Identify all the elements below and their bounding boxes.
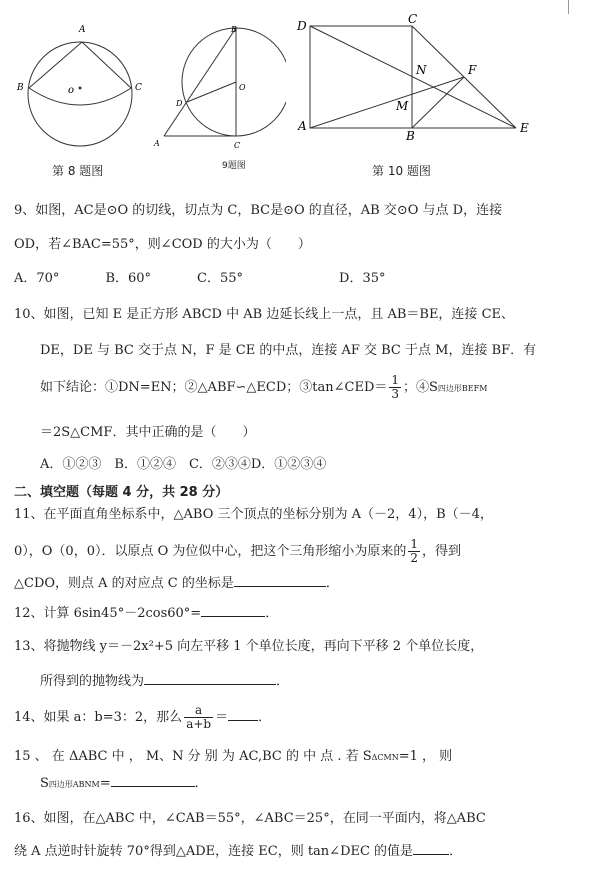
q9-option-c: C．55° bbox=[197, 271, 244, 286]
fig10-af bbox=[310, 77, 464, 128]
q10-frac-den: 3 bbox=[391, 387, 400, 401]
fig9-od bbox=[187, 82, 236, 102]
fig10-bf bbox=[412, 77, 464, 128]
q13-line2-text: 所得到的抛物线为 bbox=[40, 674, 145, 689]
figure-9 bbox=[150, 20, 286, 160]
q15-answer-blank[interactable] bbox=[111, 774, 195, 787]
q12-end: ． bbox=[265, 606, 279, 621]
q11-line3 bbox=[14, 574, 339, 593]
section-2-heading: 二、填空题（每题 4 分，共 28 分） bbox=[14, 485, 229, 500]
q11-line2-text: 0），O（0，0）．以原点 O 为位似中心，把这个三角形缩小为原来的 bbox=[14, 544, 407, 559]
q10-frac-num: 1 bbox=[391, 373, 400, 387]
q14-line bbox=[14, 704, 271, 731]
q13-line2 bbox=[40, 672, 289, 691]
fig8-label-a: A bbox=[79, 25, 86, 35]
q12-answer-blank[interactable] bbox=[201, 604, 265, 617]
q14-frac-num: a bbox=[184, 704, 213, 718]
q16-line2-end: ． bbox=[449, 844, 463, 859]
q10-line4: ＝2S△CMF．其中正确的是（ ） bbox=[40, 425, 256, 440]
figure-10 bbox=[292, 14, 542, 142]
fig9-label-o: O bbox=[239, 83, 246, 92]
q15-line1-sub: ΔCMN bbox=[371, 753, 399, 762]
fig8-label-c: C bbox=[135, 83, 142, 93]
q10-line1: 10、如图，已知 E 是正方形 ABCD 中 AB 边延长线上一点，且 AB＝BE，连接 CE、 bbox=[14, 307, 515, 322]
q9-line2: OD，若∠BAC=55°，则∠COD 的大小为（ ） bbox=[14, 237, 311, 252]
q13-answer-blank[interactable] bbox=[144, 672, 276, 685]
fig8-label-b: B bbox=[17, 83, 24, 93]
fig10-label-e: E bbox=[520, 121, 529, 135]
fig9-label-d: D bbox=[176, 99, 183, 108]
q9-option-a: A．70° bbox=[14, 271, 60, 286]
q11-line2-text-b: ，得到 bbox=[422, 544, 462, 559]
q16-line2 bbox=[14, 842, 462, 861]
q11-line3-end: ． bbox=[325, 576, 339, 591]
q16-line1: 16、如图，在△ABC 中，∠CAB＝55°，∠ABC＝25°，在同一平面内，将△ABC bbox=[14, 811, 486, 826]
q15-line1-text: 15 、 在 ΔABC 中 ， M、N 分 别 为 AC,BC 的 中 点 . 若 S bbox=[14, 749, 372, 764]
q15-line2-end: = bbox=[99, 776, 111, 791]
q14-fraction bbox=[184, 704, 213, 731]
q15-line2 bbox=[40, 774, 208, 794]
q11-line3-text: △CDO，则点 A 的对应点 C 的坐标是 bbox=[14, 576, 234, 591]
q15-line2-sub: 四边形ABNM bbox=[48, 780, 100, 789]
q12-line bbox=[14, 604, 278, 623]
fig10-label-c: C bbox=[408, 14, 418, 26]
fig9-label-b: B bbox=[231, 25, 237, 34]
fig9-label-c: C bbox=[234, 141, 241, 150]
fig10-label-a: A bbox=[298, 119, 307, 133]
fig9-ab bbox=[164, 28, 236, 136]
fig8-caption: 第 8 题图 bbox=[52, 164, 104, 178]
q16-line2-text: 绕 A 点逆时针旋转 70°得到△ADE，连接 EC，则 tan∠DEC 的值是 bbox=[14, 844, 414, 859]
q10-fraction bbox=[389, 374, 401, 401]
fig10-caption: 第 10 题图 bbox=[372, 164, 431, 178]
fig8-circle bbox=[28, 42, 132, 146]
q11-fraction bbox=[408, 538, 420, 565]
q15-line1 bbox=[14, 748, 452, 767]
fig9-circle bbox=[182, 28, 286, 136]
q10-line2: DE，DE 与 BC 交于点 N，F 是 CE 的中点，连接 AF 交 BC 于点 M，连接 BF．有 bbox=[40, 343, 537, 358]
fig8-arc bbox=[29, 88, 131, 105]
q9-option-d: D．35° bbox=[339, 271, 386, 286]
q13-line2-end: ． bbox=[276, 674, 290, 689]
fig10-label-f: F bbox=[468, 63, 477, 77]
q14-text: 14、如果 a：b=3：2，那么 bbox=[14, 710, 183, 725]
q11-frac-den: 2 bbox=[410, 551, 419, 565]
q11-frac-num: 1 bbox=[410, 537, 419, 551]
q9-options bbox=[14, 270, 432, 288]
q10-options: A．①②③ B．①②④ C．②③④D．①②③④ bbox=[40, 457, 327, 472]
fig10-de bbox=[310, 26, 516, 128]
q14-answer-blank[interactable] bbox=[228, 708, 258, 721]
q16-answer-blank[interactable] bbox=[413, 842, 449, 855]
q9-line1: 9、如图，AC是⊙O 的切线，切点为 C，BC是⊙O 的直径，AB 交⊙O 与点 D，连接 bbox=[14, 203, 503, 218]
page-corner-mark bbox=[568, 0, 583, 14]
q11-answer-blank[interactable] bbox=[234, 574, 326, 587]
fig10-label-m: M bbox=[396, 99, 409, 113]
q11-line2 bbox=[14, 538, 461, 565]
q14-tail: ． bbox=[258, 710, 272, 725]
q15-line2-text: S bbox=[40, 776, 49, 791]
fig9-label-a: A bbox=[154, 139, 160, 148]
q14-equals: ＝ bbox=[215, 710, 229, 725]
q10-line3-sub: 四边形BEFM bbox=[437, 384, 488, 393]
figure-8 bbox=[16, 18, 152, 158]
q13-line1: 13、将抛物线 y＝－2x²+5 向左平移 1 个单位长度，再向下平移 2 个单位长度， bbox=[14, 639, 484, 654]
fig9-caption: 9题图 bbox=[222, 161, 246, 171]
q10-line3 bbox=[40, 374, 487, 401]
fig10-label-n: N bbox=[416, 63, 427, 77]
fig8-label-o: o bbox=[68, 85, 75, 96]
fig10-label-b: B bbox=[406, 129, 415, 142]
q10-line3-text: 如下结论：①DN=EN；②△ABF∽△ECD；③tan∠CED＝ bbox=[40, 380, 388, 395]
q14-frac-den: a+b bbox=[186, 717, 212, 731]
q15-line1-end: =1 ， 则 bbox=[398, 749, 453, 764]
q10-line3-text-b: ；④S bbox=[403, 380, 438, 395]
q15-line2-tail: ． bbox=[194, 776, 208, 791]
q11-line1: 11、在平面直角坐标系中，△ABO 三个顶点的坐标分别为 A（－2，4），B（－4， bbox=[14, 507, 493, 522]
fig10-label-d: D bbox=[297, 19, 307, 33]
q9-option-b: B．60° bbox=[105, 271, 152, 286]
q12-text: 12、计算 6sin45°－2cos60°= bbox=[14, 606, 202, 621]
